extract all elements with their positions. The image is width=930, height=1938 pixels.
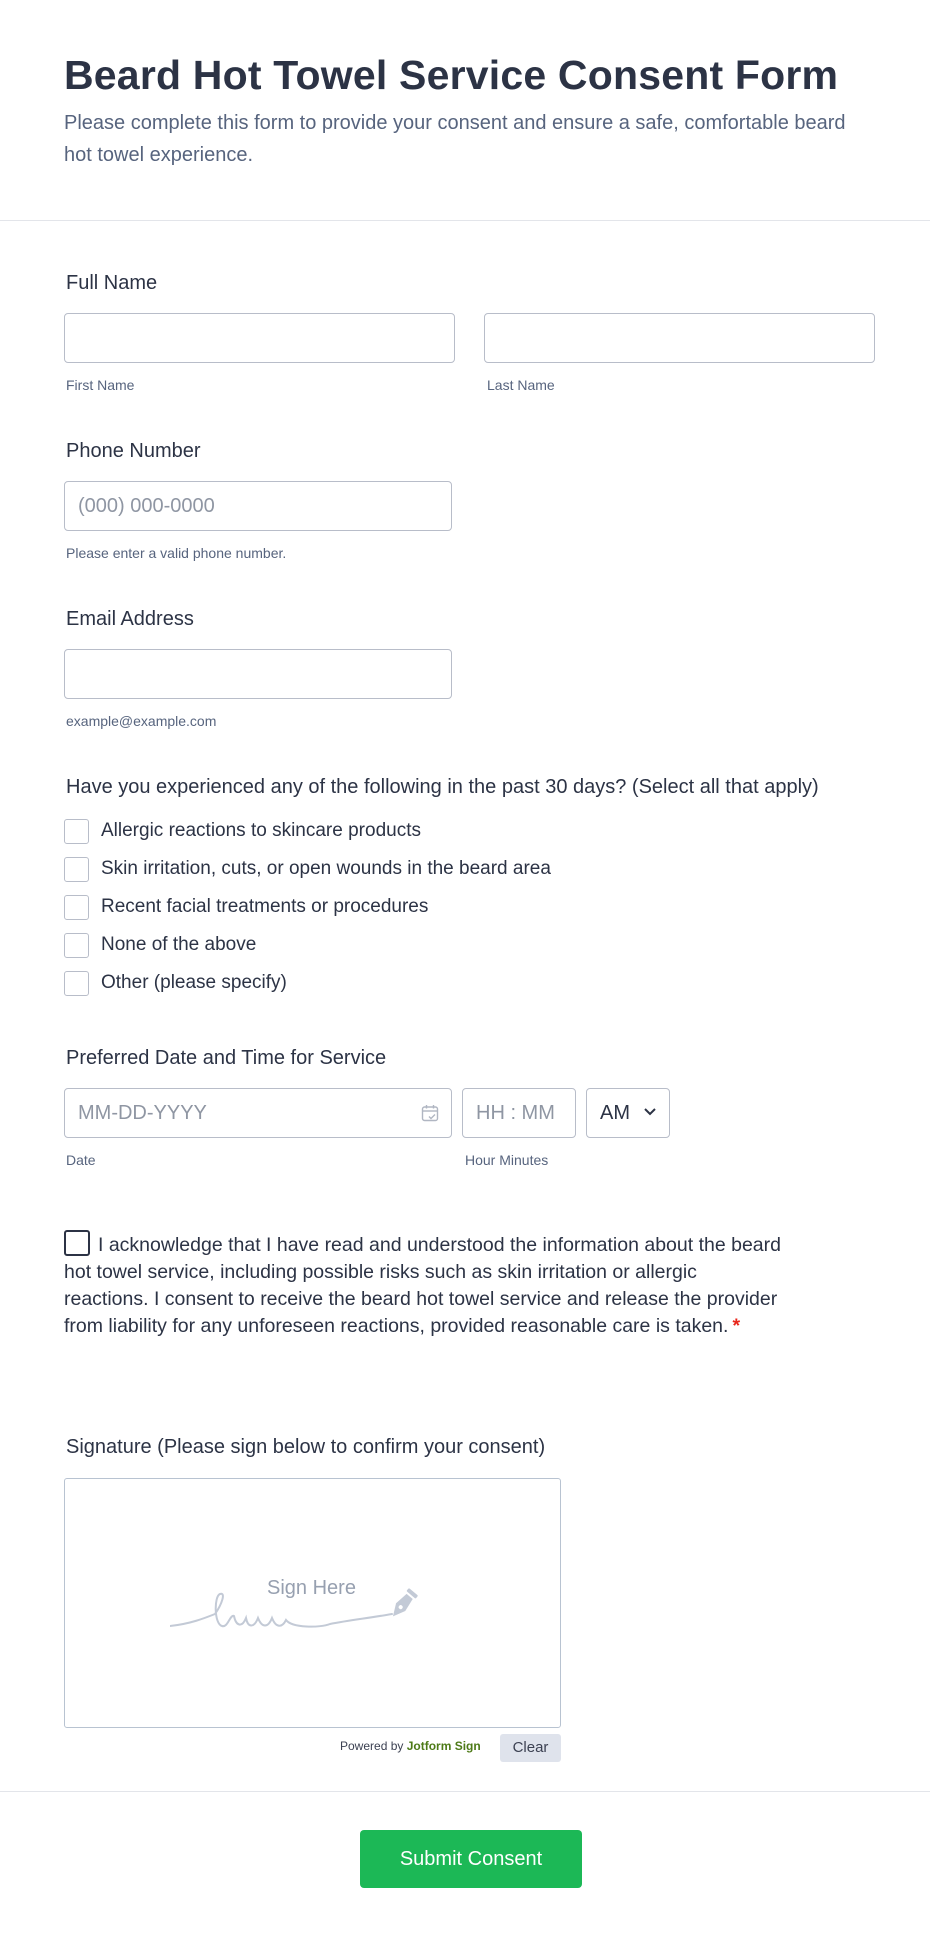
consent-checkbox[interactable] bbox=[64, 1230, 90, 1256]
condition-option-other[interactable] bbox=[64, 970, 287, 996]
condition-option-label: Allergic reactions to skincare products bbox=[101, 820, 421, 841]
chevron-down-icon bbox=[643, 1107, 657, 1117]
phone-placeholder: (000) 000-0000 bbox=[78, 495, 215, 517]
time-input[interactable] bbox=[462, 1088, 576, 1138]
condition-option-none[interactable] bbox=[64, 932, 256, 958]
condition-option-label: Recent facial treatments or procedures bbox=[101, 896, 429, 917]
last-name-sublabel: Last Name bbox=[487, 377, 555, 393]
consent-text: I acknowledge that I have read and understood the information about the beard hot towel service, including possible risks such as skin irritation or allergic reactions. I consent to receive the beard hot towel service and release the provider from liability for any unforeseen reactions, provided reasonable care is taken. bbox=[64, 1234, 781, 1337]
phone-sublabel: Please enter a valid phone number. bbox=[66, 545, 287, 561]
required-mark: * bbox=[732, 1315, 741, 1337]
condition-option-irritation[interactable] bbox=[64, 856, 551, 882]
ampm-value: AM bbox=[600, 1102, 630, 1124]
consent-block bbox=[64, 1230, 784, 1340]
time-sublabel: Hour Minutes bbox=[465, 1152, 549, 1168]
first-name-sublabel: First Name bbox=[66, 377, 135, 393]
form-header bbox=[0, 0, 930, 221]
signature-pen-icon bbox=[170, 1584, 450, 1654]
checkbox[interactable] bbox=[64, 895, 89, 920]
condition-option-label: Other (please specify) bbox=[101, 972, 287, 993]
signature-label: Signature (Please sign below to confirm your consent) bbox=[66, 1436, 546, 1458]
time-placeholder: HH : MM bbox=[476, 1102, 555, 1124]
date-sublabel: Date bbox=[66, 1152, 96, 1168]
email-sublabel: example@example.com bbox=[66, 713, 217, 729]
condition-option-label: Skin irritation, cuts, or open wounds in the beard area bbox=[101, 858, 551, 879]
form-subtitle: Please complete this form to provide your consent and ensure a safe, comfortable beard hot towel experience. bbox=[64, 112, 846, 166]
ampm-select[interactable] bbox=[586, 1088, 670, 1138]
form-title: Beard Hot Towel Service Consent Form bbox=[64, 52, 839, 98]
powered-by: Powered by Jotform Sign bbox=[340, 1739, 481, 1753]
email-label: Email Address bbox=[66, 608, 194, 630]
date-placeholder: MM-DD-YYYY bbox=[78, 1102, 207, 1124]
calendar-icon[interactable] bbox=[421, 1104, 439, 1122]
submit-button[interactable]: Submit Consent bbox=[360, 1830, 582, 1888]
conditions-label: Have you experienced any of the following in the past 30 days? (Select all that apply) bbox=[66, 776, 819, 798]
phone-input[interactable] bbox=[64, 481, 452, 531]
condition-option-treatments[interactable] bbox=[64, 894, 428, 920]
first-name-input[interactable] bbox=[64, 313, 455, 363]
sign-here-text: Sign Here bbox=[267, 1577, 356, 1599]
clear-signature-button[interactable]: Clear bbox=[500, 1734, 561, 1762]
email-input[interactable] bbox=[64, 649, 452, 699]
datetime-label: Preferred Date and Time for Service bbox=[66, 1047, 387, 1069]
full-name-label: Full Name bbox=[66, 272, 158, 294]
condition-option-label: None of the above bbox=[101, 934, 257, 955]
phone-label: Phone Number bbox=[66, 440, 201, 462]
footer-divider bbox=[0, 1791, 930, 1792]
signature-pad[interactable] bbox=[64, 1478, 561, 1728]
date-input[interactable] bbox=[64, 1088, 452, 1138]
checkbox[interactable] bbox=[64, 971, 89, 996]
checkbox[interactable] bbox=[64, 933, 89, 958]
checkbox[interactable] bbox=[64, 819, 89, 844]
checkbox[interactable] bbox=[64, 857, 89, 882]
condition-option-allergic[interactable] bbox=[64, 818, 421, 844]
last-name-input[interactable] bbox=[484, 313, 875, 363]
jotform-sign-link[interactable]: Jotform Sign bbox=[406, 1739, 481, 1753]
